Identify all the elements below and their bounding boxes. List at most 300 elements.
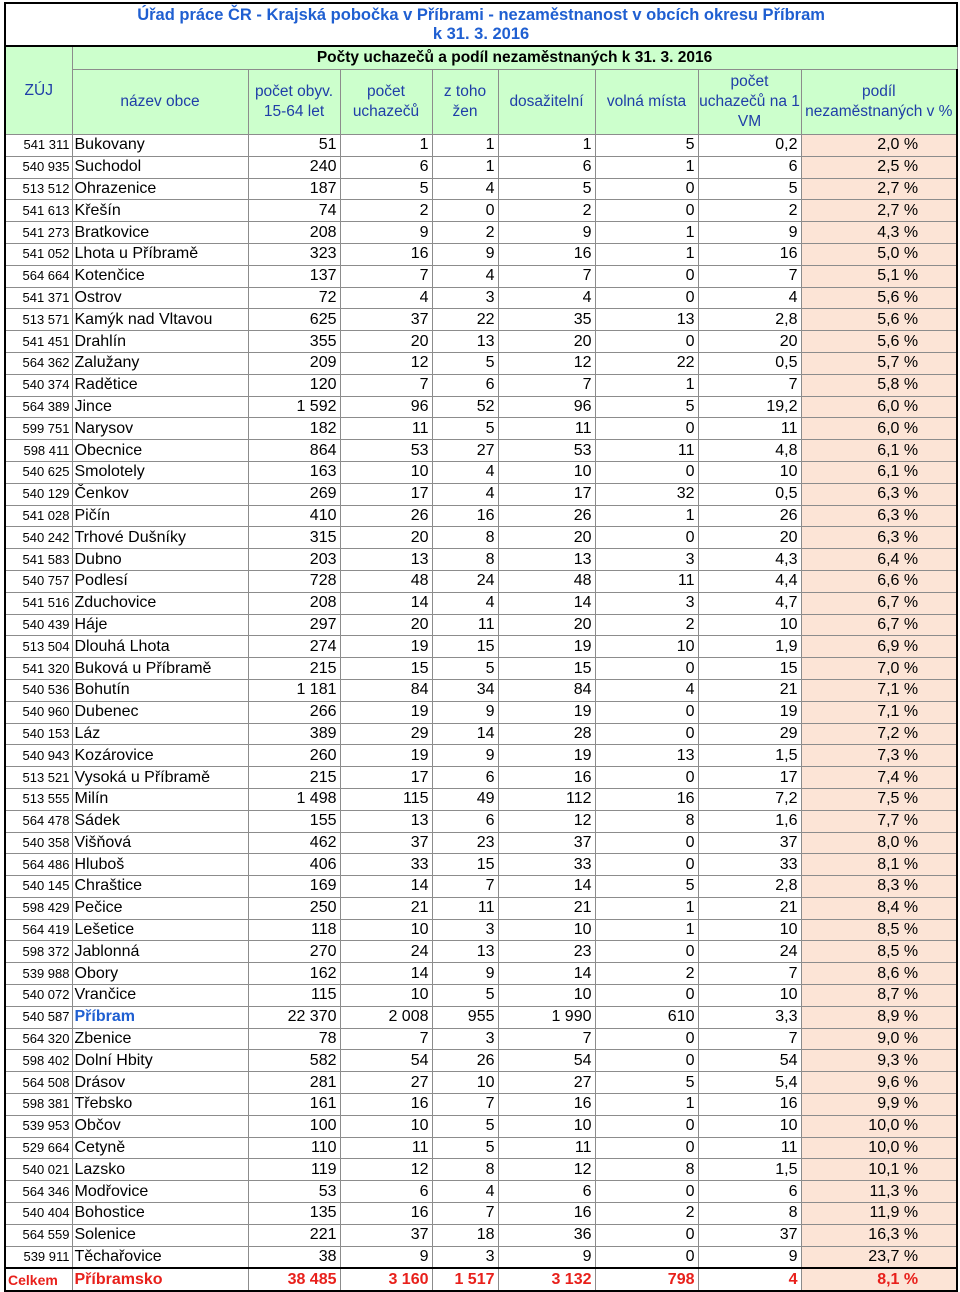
cell-zuj: 540 072 [5, 985, 72, 1007]
cell-applicants: 14 [340, 876, 432, 898]
cell-zuj: 541 311 [5, 135, 72, 157]
cell-available: 10 [498, 985, 595, 1007]
cell-unemployment-share: 10,1 % [801, 1159, 957, 1181]
cell-available: 23 [498, 941, 595, 963]
cell-population: 269 [248, 483, 340, 505]
cell-population: 137 [248, 265, 340, 287]
table-row [5, 440, 957, 462]
cell-applicants-per-vacancy: 10 [698, 461, 801, 483]
cell-vacancies: 0 [595, 200, 698, 222]
cell-zuj: 564 559 [5, 1224, 72, 1246]
cell-population: 582 [248, 1050, 340, 1072]
cell-population: 1 498 [248, 788, 340, 810]
cell-zuj: 541 516 [5, 592, 72, 614]
cell-women: 8 [432, 549, 498, 571]
cell-applicants-per-vacancy: 4,3 [698, 549, 801, 571]
cell-applicants-per-vacancy: 6 [698, 156, 801, 178]
cell-vacancies: 0 [595, 767, 698, 789]
cell-municipality-name: Zbenice [72, 1028, 248, 1050]
cell-unemployment-share: 6,3 % [801, 527, 957, 549]
cell-applicants-per-vacancy: 6 [698, 1181, 801, 1203]
cell-unemployment-share: 8,5 % [801, 919, 957, 941]
table-row [5, 1137, 957, 1159]
cell-applicants: 115 [340, 788, 432, 810]
cell-vacancies: 32 [595, 483, 698, 505]
cell-municipality-name: Pečice [72, 897, 248, 919]
cell-municipality-name: Drahlín [72, 331, 248, 353]
cell-applicants-per-vacancy: 37 [698, 1224, 801, 1246]
cell-zuj: 513 504 [5, 636, 72, 658]
cell-population: 119 [248, 1159, 340, 1181]
cell-zuj: 541 451 [5, 331, 72, 353]
cell-applicants-per-vacancy: 5 [698, 178, 801, 200]
table-row [5, 243, 957, 265]
table-row [5, 832, 957, 854]
cell-population: 72 [248, 287, 340, 309]
table-row [5, 701, 957, 723]
table-row [5, 505, 957, 527]
cell-women: 49 [432, 788, 498, 810]
cell-unemployment-share: 9,9 % [801, 1094, 957, 1116]
cell-applicants: 33 [340, 854, 432, 876]
cell-zuj: 540 625 [5, 461, 72, 483]
table-row [5, 222, 957, 244]
cell-zuj: 564 486 [5, 854, 72, 876]
cell-municipality-name: Ostrov [72, 287, 248, 309]
cell-unemployment-share: 8,9 % [801, 1006, 957, 1028]
cell-zuj: 598 402 [5, 1050, 72, 1072]
cell-applicants-per-vacancy: 19,2 [698, 396, 801, 418]
cell-population: 240 [248, 156, 340, 178]
cell-municipality-name: Vysoká u Příbramě [72, 767, 248, 789]
table-row [5, 1224, 957, 1246]
cell-municipality-name: Zduchovice [72, 592, 248, 614]
cell-unemployment-share: 5,8 % [801, 374, 957, 396]
cell-applicants-per-vacancy: 11 [698, 1137, 801, 1159]
header-applicants-per-vacancy: počet uchazečů na 1 VM [698, 70, 801, 135]
cell-zuj: 540 536 [5, 679, 72, 701]
cell-available: 10 [498, 1115, 595, 1137]
cell-population: 625 [248, 309, 340, 331]
cell-applicants: 24 [340, 941, 432, 963]
cell-unemployment-share: 9,3 % [801, 1050, 957, 1072]
cell-population: 1 181 [248, 679, 340, 701]
cell-unemployment-share: 6,0 % [801, 396, 957, 418]
cell-women: 18 [432, 1224, 498, 1246]
cell-women: 22 [432, 309, 498, 331]
cell-municipality-name: Buková u Příbramě [72, 658, 248, 680]
cell-applicants-per-vacancy: 9 [698, 1246, 801, 1268]
cell-municipality-name: Lešetice [72, 919, 248, 941]
header-group-title: Počty uchazečů a podíl nezaměstnaných k 31. 3. 2016 [72, 46, 957, 70]
table-row [5, 1050, 957, 1072]
cell-unemployment-share: 10,0 % [801, 1137, 957, 1159]
cell-applicants-per-vacancy: 7 [698, 374, 801, 396]
cell-municipality-name: Háje [72, 614, 248, 636]
cell-available: 28 [498, 723, 595, 745]
cell-applicants-per-vacancy: 3,3 [698, 1006, 801, 1028]
cell-vacancies: 1 [595, 919, 698, 941]
cell-applicants: 16 [340, 243, 432, 265]
cell-zuj: 540 129 [5, 483, 72, 505]
cell-available: 19 [498, 701, 595, 723]
cell-available: 96 [498, 396, 595, 418]
cell-vacancies: 0 [595, 723, 698, 745]
cell-vacancies: 8 [595, 810, 698, 832]
table-row [5, 396, 957, 418]
cell-zuj: 540 404 [5, 1203, 72, 1225]
cell-applicants-per-vacancy: 24 [698, 941, 801, 963]
cell-population: 270 [248, 941, 340, 963]
cell-available: 10 [498, 461, 595, 483]
cell-population: 120 [248, 374, 340, 396]
cell-applicants-per-vacancy: 2 [698, 200, 801, 222]
cell-women: 9 [432, 745, 498, 767]
cell-women: 4 [432, 461, 498, 483]
cell-women: 955 [432, 1006, 498, 1028]
cell-unemployment-share: 5,7 % [801, 352, 957, 374]
cell-zuj: 539 988 [5, 963, 72, 985]
header-women: z toho žen [432, 70, 498, 135]
cell-applicants: 96 [340, 396, 432, 418]
cell-vacancies: 13 [595, 309, 698, 331]
cell-unemployment-share: 7,1 % [801, 701, 957, 723]
total-row [5, 1268, 957, 1291]
total-women: 1 517 [432, 1268, 498, 1291]
cell-women: 4 [432, 265, 498, 287]
cell-unemployment-share: 5,6 % [801, 331, 957, 353]
cell-unemployment-share: 8,4 % [801, 897, 957, 919]
table-row [5, 876, 957, 898]
cell-population: 182 [248, 418, 340, 440]
cell-unemployment-share: 7,3 % [801, 745, 957, 767]
cell-municipality-name: Bukovany [72, 135, 248, 157]
cell-zuj: 541 320 [5, 658, 72, 680]
cell-unemployment-share: 8,3 % [801, 876, 957, 898]
cell-available: 13 [498, 549, 595, 571]
cell-available: 14 [498, 876, 595, 898]
table-row [5, 309, 957, 331]
cell-unemployment-share: 2,0 % [801, 135, 957, 157]
cell-population: 53 [248, 1181, 340, 1203]
cell-population: 22 370 [248, 1006, 340, 1028]
cell-applicants-per-vacancy: 10 [698, 1115, 801, 1137]
cell-vacancies: 0 [595, 418, 698, 440]
cell-applicants-per-vacancy: 0,5 [698, 352, 801, 374]
table-row [5, 963, 957, 985]
cell-unemployment-share: 6,6 % [801, 570, 957, 592]
cell-zuj: 541 052 [5, 243, 72, 265]
cell-applicants: 5 [340, 178, 432, 200]
cell-unemployment-share: 7,1 % [801, 679, 957, 701]
cell-applicants: 13 [340, 810, 432, 832]
cell-women: 11 [432, 614, 498, 636]
cell-available: 12 [498, 352, 595, 374]
cell-population: 260 [248, 745, 340, 767]
cell-municipality-name: Narysov [72, 418, 248, 440]
table-row [5, 1028, 957, 1050]
cell-vacancies: 0 [595, 832, 698, 854]
cell-applicants: 19 [340, 745, 432, 767]
cell-population: 410 [248, 505, 340, 527]
cell-municipality-name: Smolotely [72, 461, 248, 483]
cell-available: 20 [498, 331, 595, 353]
cell-vacancies: 0 [595, 985, 698, 1007]
cell-vacancies: 0 [595, 527, 698, 549]
cell-vacancies: 2 [595, 614, 698, 636]
table-row [5, 374, 957, 396]
cell-available: 9 [498, 1246, 595, 1268]
cell-women: 2 [432, 222, 498, 244]
cell-vacancies: 11 [595, 570, 698, 592]
cell-vacancies: 0 [595, 1181, 698, 1203]
cell-zuj: 540 145 [5, 876, 72, 898]
cell-municipality-name: Kotenčice [72, 265, 248, 287]
cell-applicants-per-vacancy: 4,7 [698, 592, 801, 614]
cell-unemployment-share: 6,1 % [801, 461, 957, 483]
cell-applicants-per-vacancy: 10 [698, 985, 801, 1007]
cell-population: 389 [248, 723, 340, 745]
header-municipality-name: název obce [72, 70, 248, 135]
cell-applicants: 54 [340, 1050, 432, 1072]
cell-zuj: 540 242 [5, 527, 72, 549]
cell-zuj: 540 943 [5, 745, 72, 767]
cell-zuj: 541 613 [5, 200, 72, 222]
cell-zuj: 541 583 [5, 549, 72, 571]
table-title [5, 3, 957, 46]
cell-available: 16 [498, 1203, 595, 1225]
cell-applicants: 7 [340, 374, 432, 396]
cell-women: 13 [432, 331, 498, 353]
cell-women: 7 [432, 876, 498, 898]
cell-applicants-per-vacancy: 54 [698, 1050, 801, 1072]
table-row [5, 483, 957, 505]
cell-applicants-per-vacancy: 0,5 [698, 483, 801, 505]
cell-population: 221 [248, 1224, 340, 1246]
table-row [5, 854, 957, 876]
cell-population: 51 [248, 135, 340, 157]
cell-municipality-name: Kamýk nad Vltavou [72, 309, 248, 331]
cell-vacancies: 2 [595, 1203, 698, 1225]
cell-zuj: 513 555 [5, 788, 72, 810]
table-row [5, 570, 957, 592]
cell-unemployment-share: 8,0 % [801, 832, 957, 854]
cell-applicants: 20 [340, 527, 432, 549]
cell-vacancies: 0 [595, 461, 698, 483]
cell-unemployment-share: 16,3 % [801, 1224, 957, 1246]
cell-applicants-per-vacancy: 29 [698, 723, 801, 745]
cell-applicants-per-vacancy: 7 [698, 963, 801, 985]
cell-women: 1 [432, 135, 498, 157]
cell-available: 10 [498, 919, 595, 941]
cell-available: 6 [498, 156, 595, 178]
header-unemployment-share: podíl nezaměstnaných v % [801, 70, 957, 135]
table-row [5, 636, 957, 658]
cell-municipality-name: Ohrazenice [72, 178, 248, 200]
cell-women: 23 [432, 832, 498, 854]
table-row [5, 919, 957, 941]
total-unemployment-share: 8,1 % [801, 1268, 957, 1291]
cell-vacancies: 0 [595, 1028, 698, 1050]
cell-unemployment-share: 6,7 % [801, 592, 957, 614]
cell-applicants: 84 [340, 679, 432, 701]
cell-women: 27 [432, 440, 498, 462]
cell-vacancies: 1 [595, 1094, 698, 1116]
cell-population: 155 [248, 810, 340, 832]
cell-applicants-per-vacancy: 1,5 [698, 1159, 801, 1181]
cell-vacancies: 1 [595, 156, 698, 178]
cell-zuj: 564 664 [5, 265, 72, 287]
table-row [5, 1072, 957, 1094]
cell-women: 24 [432, 570, 498, 592]
cell-applicants: 17 [340, 767, 432, 789]
cell-unemployment-share: 5,1 % [801, 265, 957, 287]
total-vacancies: 798 [595, 1268, 698, 1291]
cell-applicants-per-vacancy: 10 [698, 614, 801, 636]
cell-vacancies: 0 [595, 1137, 698, 1159]
cell-zuj: 540 960 [5, 701, 72, 723]
cell-municipality-name: Bratkovice [72, 222, 248, 244]
table-row [5, 1203, 957, 1225]
cell-available: 54 [498, 1050, 595, 1072]
cell-vacancies: 0 [595, 1224, 698, 1246]
cell-population: 110 [248, 1137, 340, 1159]
cell-vacancies: 0 [595, 854, 698, 876]
cell-zuj: 539 953 [5, 1115, 72, 1137]
cell-zuj: 599 751 [5, 418, 72, 440]
cell-vacancies: 610 [595, 1006, 698, 1028]
cell-applicants-per-vacancy: 7 [698, 265, 801, 287]
cell-zuj: 539 911 [5, 1246, 72, 1268]
total-municipality-name: Příbramsko [72, 1268, 248, 1291]
cell-unemployment-share: 7,7 % [801, 810, 957, 832]
cell-municipality-name: Solenice [72, 1224, 248, 1246]
cell-applicants: 6 [340, 156, 432, 178]
cell-zuj: 564 362 [5, 352, 72, 374]
cell-available: 1 990 [498, 1006, 595, 1028]
table-row [5, 897, 957, 919]
cell-applicants-per-vacancy: 21 [698, 897, 801, 919]
cell-women: 3 [432, 1028, 498, 1050]
cell-unemployment-share: 11,3 % [801, 1181, 957, 1203]
cell-applicants-per-vacancy: 33 [698, 854, 801, 876]
cell-municipality-name: Milín [72, 788, 248, 810]
cell-vacancies: 11 [595, 440, 698, 462]
cell-applicants-per-vacancy: 15 [698, 658, 801, 680]
cell-population: 281 [248, 1072, 340, 1094]
cell-applicants: 16 [340, 1094, 432, 1116]
table-row [5, 1246, 957, 1268]
cell-municipality-name: Těchařovice [72, 1246, 248, 1268]
cell-women: 52 [432, 396, 498, 418]
header-population: počet obyv. 15-64 let [248, 70, 340, 135]
cell-municipality-name: Dlouhá Lhota [72, 636, 248, 658]
cell-vacancies: 3 [595, 549, 698, 571]
table-row [5, 265, 957, 287]
cell-municipality-name: Příbram [72, 1006, 248, 1028]
table-row [5, 331, 957, 353]
cell-population: 169 [248, 876, 340, 898]
cell-zuj: 598 372 [5, 941, 72, 963]
cell-women: 6 [432, 767, 498, 789]
cell-vacancies: 5 [595, 396, 698, 418]
cell-municipality-name: Drásov [72, 1072, 248, 1094]
cell-applicants-per-vacancy: 16 [698, 243, 801, 265]
cell-vacancies: 0 [595, 1115, 698, 1137]
cell-zuj: 564 389 [5, 396, 72, 418]
cell-applicants: 17 [340, 483, 432, 505]
table-row [5, 156, 957, 178]
table-row [5, 200, 957, 222]
cell-municipality-name: Dubenec [72, 701, 248, 723]
cell-unemployment-share: 9,6 % [801, 1072, 957, 1094]
cell-available: 15 [498, 658, 595, 680]
cell-women: 5 [432, 1137, 498, 1159]
cell-municipality-name: Podlesí [72, 570, 248, 592]
cell-women: 10 [432, 1072, 498, 1094]
cell-unemployment-share: 5,6 % [801, 309, 957, 331]
cell-zuj: 564 320 [5, 1028, 72, 1050]
cell-zuj: 541 273 [5, 222, 72, 244]
cell-available: 2 [498, 200, 595, 222]
cell-municipality-name: Obecnice [72, 440, 248, 462]
cell-applicants-per-vacancy: 20 [698, 527, 801, 549]
table-row [5, 788, 957, 810]
cell-available: 53 [498, 440, 595, 462]
cell-applicants-per-vacancy: 9 [698, 222, 801, 244]
cell-women: 3 [432, 919, 498, 941]
header-vacancies: volná místa [595, 70, 698, 135]
cell-population: 162 [248, 963, 340, 985]
cell-available: 14 [498, 592, 595, 614]
cell-population: 78 [248, 1028, 340, 1050]
cell-women: 11 [432, 897, 498, 919]
cell-population: 38 [248, 1246, 340, 1268]
cell-applicants: 12 [340, 352, 432, 374]
cell-unemployment-share: 10,0 % [801, 1115, 957, 1137]
cell-applicants: 10 [340, 461, 432, 483]
cell-zuj: 564 346 [5, 1181, 72, 1203]
cell-applicants: 7 [340, 265, 432, 287]
cell-available: 48 [498, 570, 595, 592]
cell-applicants: 9 [340, 1246, 432, 1268]
cell-available: 35 [498, 309, 595, 331]
cell-available: 16 [498, 1094, 595, 1116]
cell-vacancies: 5 [595, 135, 698, 157]
unemployment-table [4, 2, 958, 1292]
cell-municipality-name: Vrančice [72, 985, 248, 1007]
cell-vacancies: 0 [595, 658, 698, 680]
cell-women: 8 [432, 527, 498, 549]
cell-zuj: 541 371 [5, 287, 72, 309]
cell-zuj: 540 021 [5, 1159, 72, 1181]
cell-applicants: 11 [340, 418, 432, 440]
cell-applicants-per-vacancy: 8 [698, 1203, 801, 1225]
cell-population: 250 [248, 897, 340, 919]
cell-women: 4 [432, 1181, 498, 1203]
table-row [5, 985, 957, 1007]
cell-unemployment-share: 8,5 % [801, 941, 957, 963]
cell-municipality-name: Lazsko [72, 1159, 248, 1181]
cell-applicants: 10 [340, 919, 432, 941]
cell-applicants-per-vacancy: 19 [698, 701, 801, 723]
cell-vacancies: 0 [595, 178, 698, 200]
cell-applicants: 16 [340, 1203, 432, 1225]
cell-available: 36 [498, 1224, 595, 1246]
cell-unemployment-share: 2,5 % [801, 156, 957, 178]
cell-population: 266 [248, 701, 340, 723]
cell-women: 15 [432, 636, 498, 658]
